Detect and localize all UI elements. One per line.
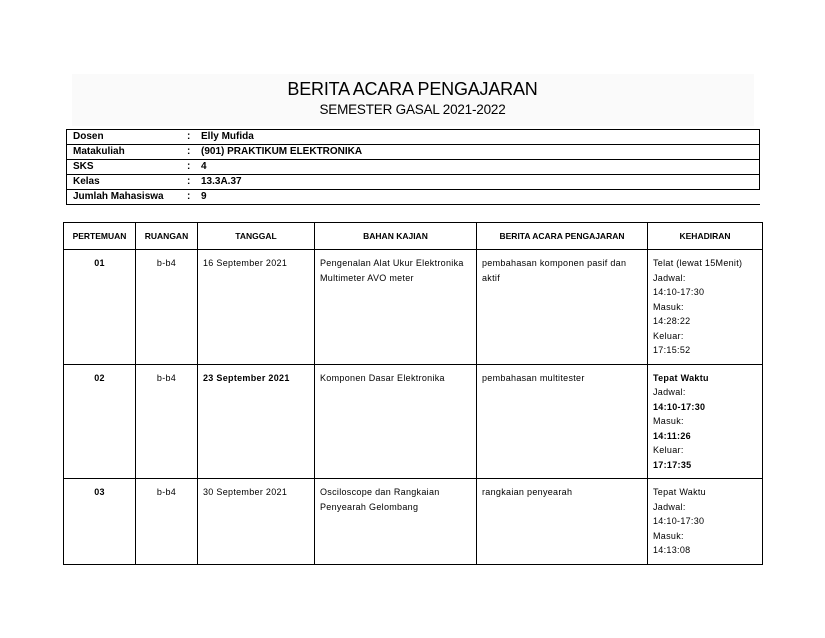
jadwal-label: Jadwal:	[653, 272, 686, 283]
cell-ruangan: b-b4	[136, 479, 198, 565]
info-label: Dosen	[67, 130, 188, 145]
keluar-label: Keluar:	[653, 330, 684, 341]
info-colon: :	[187, 130, 195, 145]
info-value: Elly Mufida	[195, 130, 760, 145]
info-colon: :	[187, 190, 195, 205]
cell-pertemuan: 02	[64, 364, 136, 479]
keluar-value: 17:17:35	[653, 459, 692, 470]
masuk-label: Masuk:	[653, 530, 684, 541]
jadwal-value: 14:10-17:30	[653, 401, 706, 412]
info-colon: :	[187, 160, 195, 175]
table-row	[64, 479, 763, 565]
info-row-dosen	[67, 130, 760, 145]
cell-kehadiran	[648, 250, 763, 365]
info-label: SKS	[67, 160, 188, 175]
column-header: TANGGAL	[198, 223, 315, 250]
cell-ruangan: b-b4	[136, 250, 198, 365]
table-row	[64, 364, 763, 479]
info-value: (901) PRAKTIKUM ELEKTRONIKA	[195, 145, 760, 160]
masuk-label: Masuk:	[653, 301, 684, 312]
column-header: KEHADIRAN	[648, 223, 763, 250]
info-row-matakuliah	[67, 145, 760, 160]
cell-bahan-kajian: Pengenalan Alat Ukur Elektronika Multimeter AVO meter	[315, 250, 477, 365]
attendance-table	[63, 222, 763, 565]
cell-ruangan: b-b4	[136, 364, 198, 479]
cell-tanggal: 16 September 2021	[198, 250, 315, 365]
info-colon: :	[187, 145, 195, 160]
jadwal-value: 14:10-17:30	[653, 516, 705, 526]
info-row-sks	[67, 160, 760, 175]
jadwal-label: Jadwal:	[653, 387, 686, 397]
column-header: PERTEMUAN	[64, 223, 136, 250]
cell-berita-acara: pembahasan komponen pasif dan aktif	[477, 250, 648, 365]
cell-kehadiran	[648, 364, 763, 479]
page-title: BERITA ACARA PENGAJARAN	[287, 79, 538, 99]
kehadiran-status: Tepat Waktu	[653, 372, 709, 383]
info-label: Kelas	[67, 175, 188, 190]
jadwal-value: 14:10-17:30	[653, 287, 705, 297]
cell-kehadiran	[648, 479, 763, 565]
masuk-value: 14:28:22	[653, 316, 691, 326]
info-row-kelas	[67, 175, 760, 190]
masuk-label: Masuk:	[653, 416, 684, 426]
column-header: BERITA ACARA PENGAJARAN	[477, 223, 648, 250]
info-table	[66, 129, 760, 205]
cell-pertemuan: 03	[64, 479, 136, 565]
masuk-value: 14:13:08	[653, 545, 691, 555]
cell-bahan-kajian: Komponen Dasar Elektronika	[315, 364, 477, 479]
table-row	[64, 250, 763, 365]
cell-berita-acara: pembahasan multitester	[477, 364, 648, 479]
jadwal-label: Jadwal:	[653, 501, 686, 512]
info-value: 4	[195, 160, 760, 175]
masuk-value: 14:11:26	[653, 430, 691, 441]
info-label: Jumlah Mahasiswa	[67, 190, 188, 205]
keluar-value: 17:15:52	[653, 345, 691, 355]
info-value: 13.3A.37	[195, 175, 760, 190]
column-header: RUANGAN	[136, 223, 198, 250]
kehadiran-status: Tepat Waktu	[653, 487, 706, 497]
info-value: 9	[195, 190, 760, 205]
info-row-jumlah-mahasiswa	[67, 190, 760, 205]
cell-tanggal: 23 September 2021	[198, 364, 315, 479]
cell-bahan-kajian: Osciloscope dan Rangkaian Penyearah Gelombang	[315, 479, 477, 565]
cell-berita-acara: rangkaian penyearah	[477, 479, 648, 565]
info-label: Matakuliah	[67, 145, 188, 160]
kehadiran-status: Telat (lewat 15Menit)	[653, 258, 743, 268]
column-header: BAHAN KAJIAN	[315, 223, 477, 250]
cell-pertemuan: 01	[64, 250, 136, 365]
page-subtitle: SEMESTER GASAL 2021-2022	[319, 102, 506, 117]
keluar-label: Keluar:	[653, 445, 684, 455]
info-colon: :	[187, 175, 195, 190]
table-header-row	[64, 223, 763, 250]
cell-tanggal: 30 September 2021	[198, 479, 315, 565]
